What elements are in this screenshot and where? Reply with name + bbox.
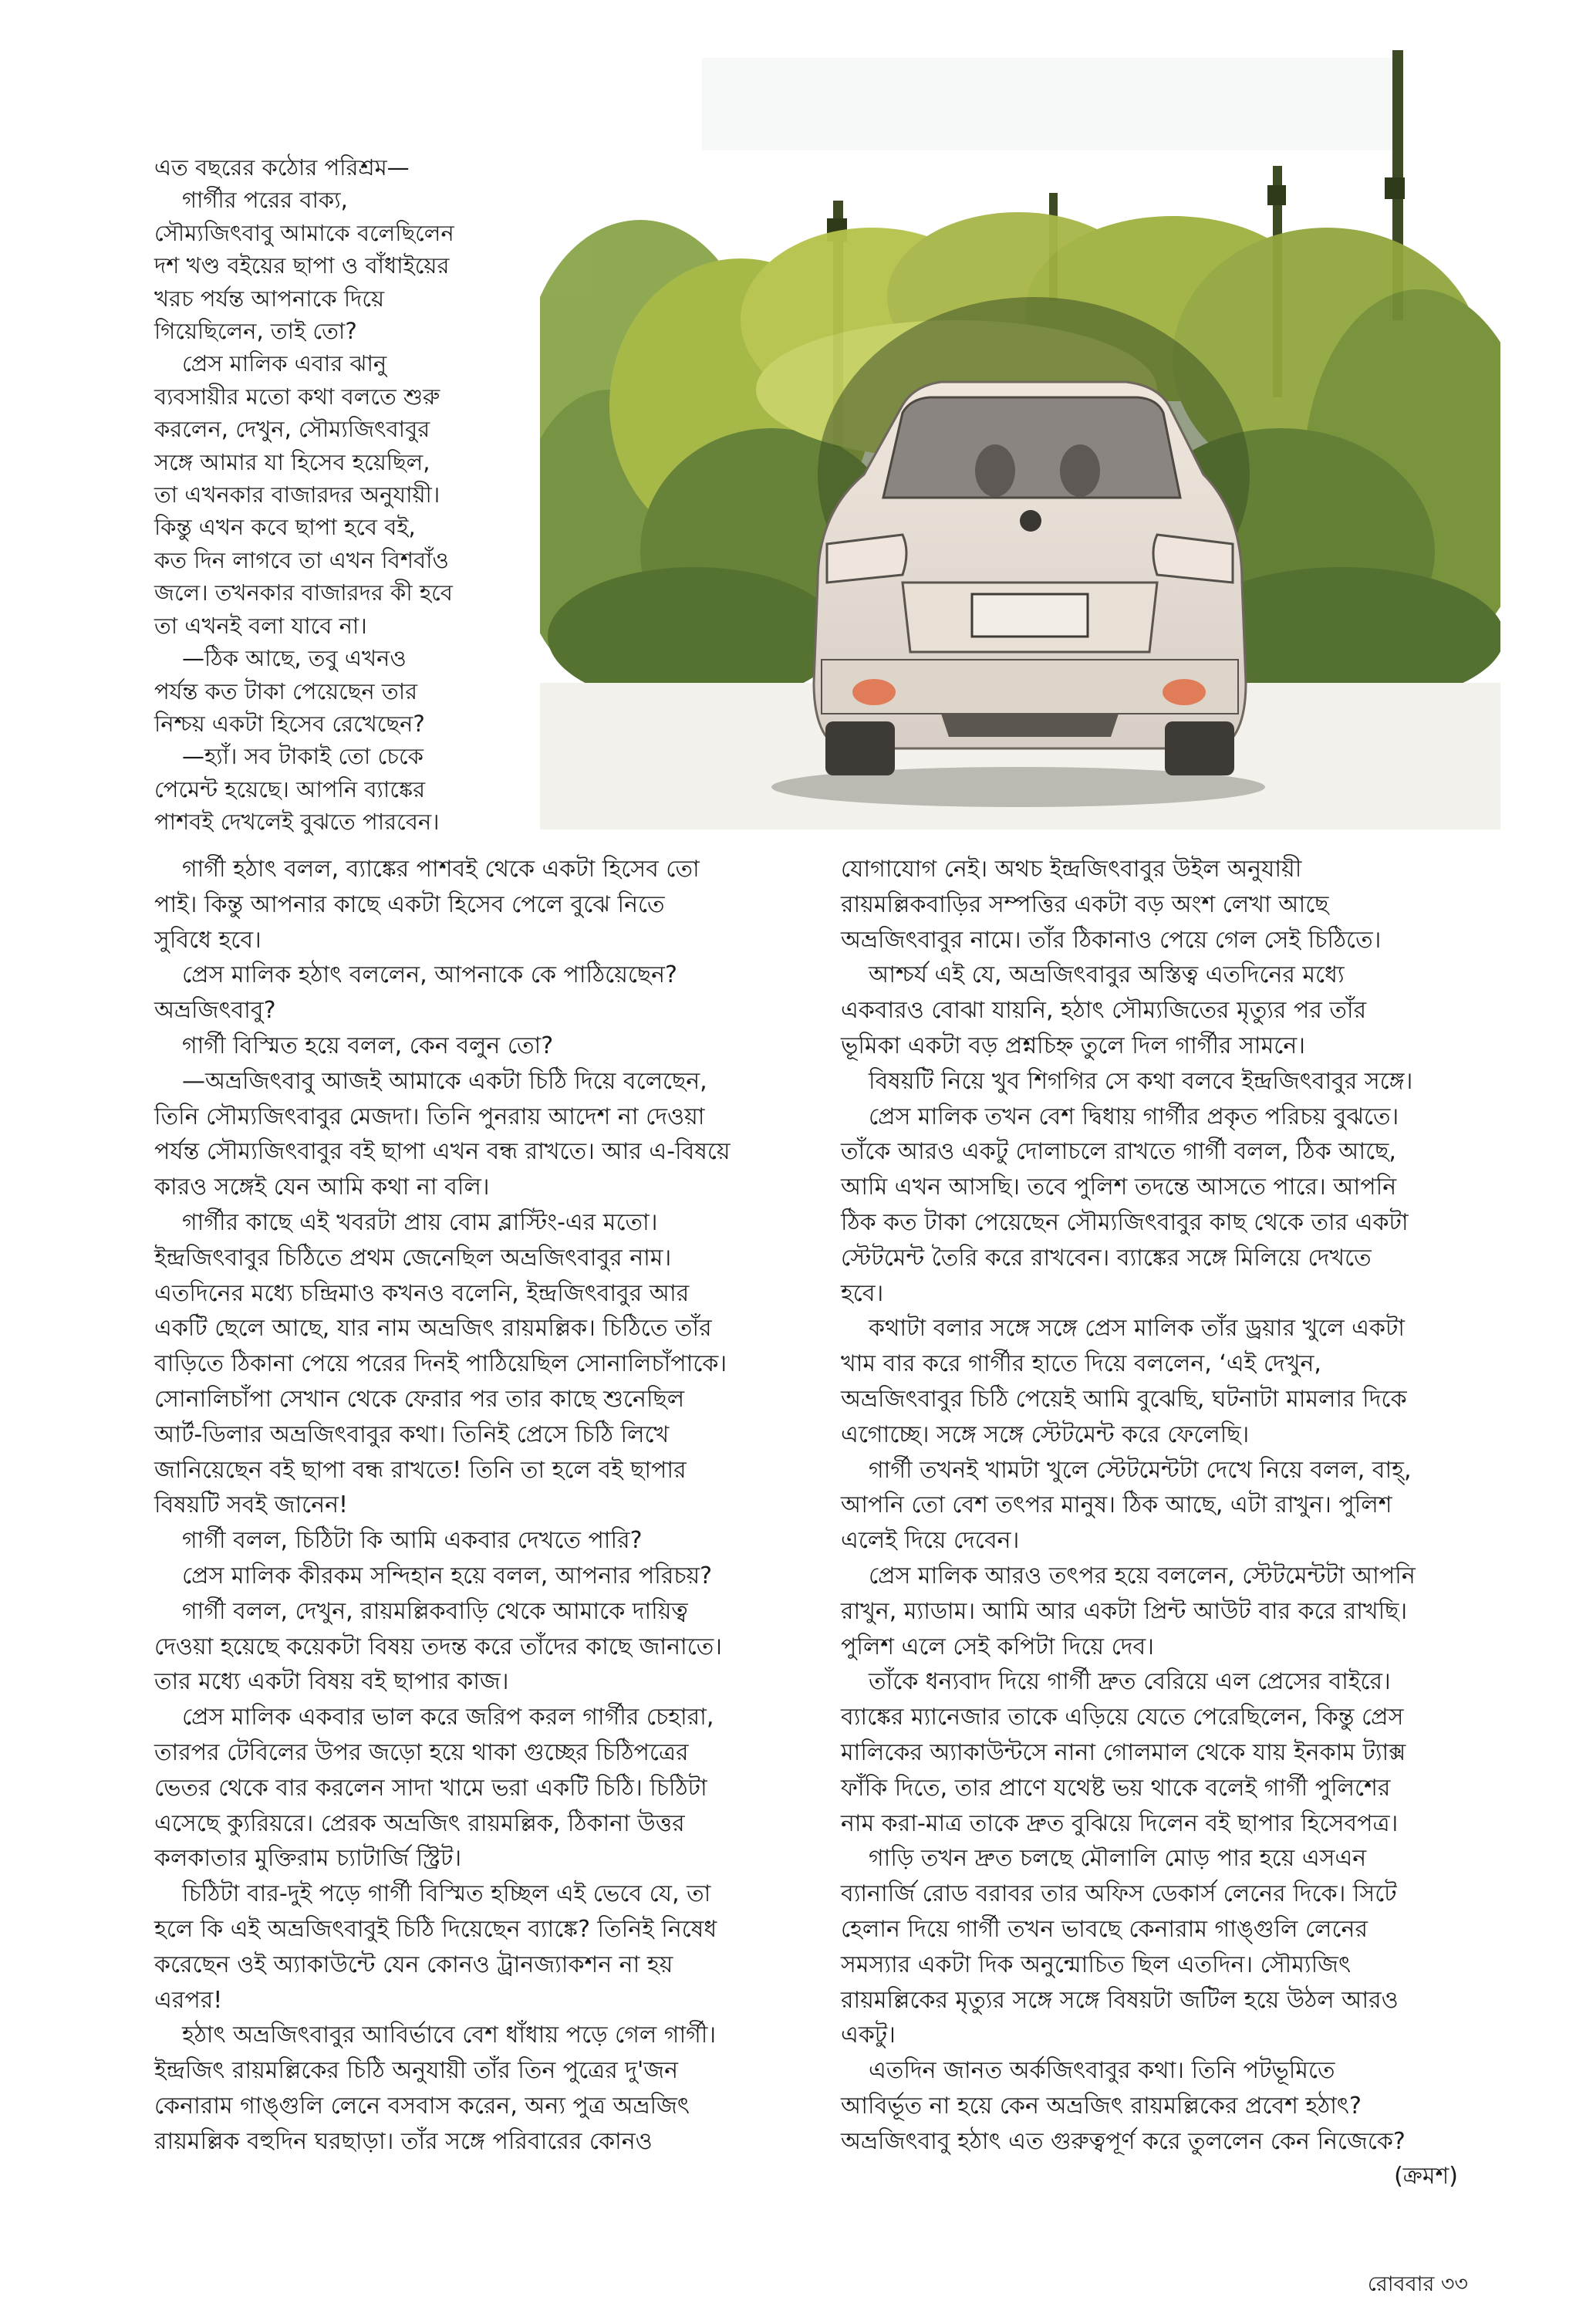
left-column-line: তারপর টেবিলের উপর জড়ো হয়ে থাকা গুচ্ছের চিঠিপত্রের xyxy=(154,1738,689,1766)
right-column-line: ভূমিকা একটা বড় প্রশ্নচিহ্ন তুলে দিল গার্গীর সামনে। xyxy=(841,1032,1305,1059)
upper-column-line: কত দিন লাগবে তা এখন বিশবাঁও xyxy=(154,546,449,573)
right-column-line: কথাটা বলার সঙ্গে সঙ্গে প্রেস মালিক তাঁর ড্রয়ার খুলে একটা xyxy=(869,1315,1405,1343)
upper-column-line: জলে। তখনকার বাজারদর কী হবে xyxy=(154,579,453,606)
right-column-line: এতদিন জানত অর্কজিৎবাবুর কথা। তিনি পটভূমিতে xyxy=(869,2057,1335,2085)
car-illustration xyxy=(540,42,1500,829)
upper-column-line: পর্যন্ত কত টাকা পেয়েছেন তার xyxy=(154,677,418,704)
right-column-line: আপনি তো বেশ তৎপর মানুষ। ঠিক আছে, এটা রাখুন। পুলিশ xyxy=(841,1491,1392,1519)
upper-column-line: কিন্তু এখন কবে ছাপা হবে বই, xyxy=(154,514,416,541)
right-column-line: হেলান দিয়ে গার্গী তখন ভাবছে কেনারাম গাঙ্গুলি লেনের xyxy=(841,1915,1368,1943)
right-column-line: রায়মল্লিকবাড়ির সম্পত্তির একটা বড় অংশ লেখা আছে xyxy=(841,890,1329,918)
right-column-line: ব্যানার্জি রোড বরাবর তার অফিস ডেকার্স লেনের দিকে। সিটে xyxy=(841,1880,1397,1908)
left-column-line: এতদিনের মধ্যে চন্দ্রিমাও কখনও বলেনি, ইন্দ্রজিৎবাবুর আর xyxy=(154,1279,690,1307)
right-column-line: পুলিশ এলে সেই কপিটা দিয়ে দেব। xyxy=(841,1633,1154,1660)
left-column-line: জানিয়েছেন বই ছাপা বন্ধ রাখতে! তিনি তা হলে বই ছাপার xyxy=(154,1456,687,1484)
right-column-line: প্রেস মালিক তখন বেশ দ্বিধায় গার্গীর প্রকৃত পরিচয় বুঝতে। xyxy=(869,1103,1399,1130)
left-column-line: কলকাতার মুক্তিরাম চ্যাটার্জি স্ট্রিট। xyxy=(154,1845,462,1873)
left-column-line: বাড়িতে ঠিকানা পেয়ে পরের দিনই পাঠিয়েছিল সোনালিচাঁপাকে। xyxy=(154,1350,727,1378)
right-column-line: সমস্যার একটা দিক অনুন্মোচিত ছিল এতদিন। সৌম্যজিৎ xyxy=(841,1951,1352,1978)
left-column-line: কারও সঙ্গেই যেন আমি কথা না বলি। xyxy=(154,1174,490,1201)
left-column-line: প্রেস মালিক হঠাৎ বললেন, আপনাকে কে পাঠিয়েছেন? xyxy=(182,961,677,989)
left-column-line: তিনি সৌম্যজিৎবাবুর মেজদা। তিনি পুনরায় আদেশ না দেওয়া xyxy=(154,1103,705,1130)
upper-column-line: করলেন, দেখুন, সৌম্যজিৎবাবুর xyxy=(154,416,430,443)
right-column-line: আমি এখন আসছি। তবে পুলিশ তদন্তে আসতে পারে। আপনি xyxy=(841,1174,1397,1201)
left-column-line: হঠাৎ অভ্রজিৎবাবুর আবির্ভাবে বেশ ধাঁধায় পড়ে গেল গার্গী। xyxy=(182,2022,717,2049)
left-column-line: অভ্রজিৎবাবু? xyxy=(154,997,276,1025)
left-column-line: করেছেন ওই অ্যাকাউন্টে যেন কোনও ট্রানজ্যাকশন না হয় xyxy=(154,1951,673,1978)
upper-column-line: গার্গীর পরের বাক্য, xyxy=(182,187,348,214)
right-column-line: এলেই দিয়ে দেবেন। xyxy=(841,1527,1020,1555)
right-column-line: স্টেটমেন্ট তৈরি করে রাখবেন। ব্যাঙ্কের সঙ্গে মিলিয়ে দেখতে xyxy=(841,1244,1372,1272)
left-column-line: পর্যন্ত সৌম্যজিৎবাবুর বই ছাপা এখন বন্ধ রাখতে। আর এ-বিষয়ে xyxy=(154,1138,731,1166)
right-column-line: প্রেস মালিক আরও তৎপর হয়ে বললেন, স্টেটমেন্টটা আপনি xyxy=(869,1562,1416,1589)
right-column-line: আবির্ভূত না হয়ে কেন অভ্রজিৎ রায়মল্লিকের প্রবেশ হঠাৎ? xyxy=(841,2092,1362,2120)
right-column-line: তাঁকে ধন্যবাদ দিয়ে গার্গী দ্রুত বেরিয়ে এল প্রেসের বাইরে। xyxy=(869,1668,1391,1696)
upper-column-line: সঙ্গে আমার যা হিসেব হয়েছিল, xyxy=(154,448,430,475)
right-column-line: অভ্রজিৎবাবুর চিঠি পেয়েই আমি বুঝেছি, ঘটনাটা মামলার দিকে xyxy=(841,1385,1407,1413)
right-column-line: খাম বার করে গার্গীর হাতে দিয়ে বললেন, ‘এই দেখুন, xyxy=(841,1350,1321,1378)
left-column-line: —অভ্রজিৎবাবু আজই আমাকে একটা চিঠি দিয়ে বলেছেন, xyxy=(182,1067,707,1095)
upper-column-line: —হ্যাঁ। সব টাকাই তো চেকে xyxy=(182,743,424,770)
left-column-line: গার্গী বলল, দেখুন, রায়মল্লিকবাড়ি থেকে আমাকে দায়িত্ব xyxy=(182,1597,688,1625)
upper-column-line: খরচ পর্যন্ত আপনাকে দিয়ে xyxy=(154,285,385,312)
left-column-line: হলে কি এই অভ্রজিৎবাবুই চিঠি দিয়েছেন ব্যাঙ্কে? তিনিই নিষেধ xyxy=(154,1915,717,1943)
upper-column-line: প্রেস মালিক এবার ঝানু xyxy=(182,350,387,377)
right-column-line: যোগাযোগ নেই। অথচ ইন্দ্রজিৎবাবুর উইল অনুযায়ী xyxy=(841,856,1302,883)
left-column-line: গার্গীর কাছে এই খবরটা প্রায় বোম ব্লাস্টিং-এর মতো। xyxy=(182,1208,658,1236)
left-column-line: তার মধ্যে একটা বিষয় বই ছাপার কাজ। xyxy=(154,1668,509,1696)
left-column-line: দেওয়া হয়েছে কয়েকটা বিষয় তদন্ত করে তাঁদের কাছে জানাতে। xyxy=(154,1633,723,1660)
right-column-line: একবারও বোঝা যায়নি, হঠাৎ সৌম্যজিতের মৃত্যুর পর তাঁর xyxy=(841,997,1367,1025)
left-column-line: ইন্দ্রজিৎ রায়মল্লিকের চিঠি অনুযায়ী তাঁর তিন পুত্রের দু'জন xyxy=(154,2057,679,2085)
right-column-line: ফাঁকি দিতে, তার প্রাণে যথেষ্ট ভয় থাকে বলেই গার্গী পুলিশের xyxy=(841,1774,1391,1802)
text-column-left xyxy=(154,852,795,2159)
text-column-upper-left xyxy=(154,151,532,839)
left-column-line: বিষয়টি সবই জানেন! xyxy=(154,1491,349,1519)
upper-column-line: ব্যবসায়ীর মতো কথা বলতে শুরু xyxy=(154,383,440,410)
left-column-line: এরপর! xyxy=(154,1986,223,2014)
upper-column-line: পেমেন্ট হয়েছে। আপনি ব্যাঙ্কের xyxy=(154,775,426,802)
left-column-line: ইন্দ্রজিৎবাবুর চিঠিতে প্রথম জেনেছিল অভ্রজিৎবাবুর নাম। xyxy=(154,1244,672,1272)
right-column-line: অভ্রজিৎবাবুর নামে। তাঁর ঠিকানাও পেয়ে গেল সেই চিঠিতে। xyxy=(841,926,1382,954)
upper-column-line: —ঠিক আছে, তবু এখনও xyxy=(182,645,407,672)
left-column-line: সোনালিচাঁপা সেখান থেকে ফেরার পর তার কাছে শুনেছিল xyxy=(154,1385,685,1413)
left-column-line: পাই। কিন্তু আপনার কাছে একটা হিসেব পেলে বুঝে নিতে xyxy=(154,890,665,918)
right-column-line: রায়মল্লিকের মৃত্যুর সঙ্গে সঙ্গে বিষয়টা জটিল হয়ে উঠল আরও xyxy=(841,1986,1399,2014)
continued-marker: (ক্রমশ) xyxy=(1394,2163,1458,2191)
upper-column-line: তা এখনই বলা যাবে না। xyxy=(154,612,367,639)
left-column-line: সুবিধে হবে। xyxy=(154,926,262,954)
left-column-line: কেনারাম গাঙ্গুলি লেনে বসবাস করেন, অন্য পুত্র অভ্রজিৎ xyxy=(154,2092,690,2120)
right-column-line: নাম করা-মাত্র তাকে দ্রুত বুঝিয়ে দিলেন বই ছাপার হিসেবপত্র। xyxy=(841,1809,1399,1837)
left-column-line: প্রেস মালিক একবার ভাল করে জরিপ করল গার্গীর চেহারা, xyxy=(182,1704,714,1731)
upper-column-line: গিয়েছিলেন, তাই তো? xyxy=(154,318,357,345)
right-column-line: গাড়ি তখন দ্রুত চলছে মৌলালি মোড় পার হয়ে এসএন xyxy=(869,1845,1367,1873)
upper-column-line: সৌম্যজিৎবাবু আমাকে বলেছিলেন xyxy=(154,219,454,246)
page-folio: রোববার ৩৩ xyxy=(1367,2272,1468,2296)
right-column-line: একটু। xyxy=(841,2022,896,2049)
left-column-line: চিঠিটা বার-দুই পড়ে গার্গী বিস্মিত হচ্ছিল এই ভেবে যে, তা xyxy=(182,1880,711,1908)
right-column-line: তাঁকে আরও একটু দোলাচলে রাখতে গার্গী বলল, ঠিক আছে, xyxy=(841,1138,1396,1166)
left-column-line: একটি ছেলে আছে, যার নাম অভ্রজিৎ রায়মল্লিক। চিঠিতে তাঁর xyxy=(154,1315,712,1343)
left-column-line: রায়মল্লিক বহুদিন ঘরছাড়া। তাঁর সঙ্গে পরিবারের কোনও xyxy=(154,2127,653,2155)
right-column-line: মালিকের অ্যাকাউন্টসে নানা গোলমাল থেকে যায় ইনকাম ট্যাক্স xyxy=(841,1738,1406,1766)
right-column-line: হবে। xyxy=(841,1279,884,1307)
left-column-line: এসেছে ক্যুরিয়রে। প্রেরক অভ্রজিৎ রায়মল্লিক, ঠিকানা উত্তর xyxy=(154,1809,685,1837)
upper-column-line: তা এখনকার বাজারদর অনুযায়ী। xyxy=(154,481,440,508)
right-column-line: গার্গী তখনই খামটা খুলে স্টেটমেন্টটা দেখে নিয়ে বলল, বাহ্‌, xyxy=(869,1456,1412,1484)
left-column-line: আর্ট-ডিলার অভ্রজিৎবাবুর কথা। তিনিই প্রেসে চিঠি লিখে xyxy=(154,1420,670,1448)
text-column-right xyxy=(841,852,1458,2194)
left-column-line: ভেতর থেকে বার করলেন সাদা খামে ভরা একটি চিঠি। চিঠিটা xyxy=(154,1774,707,1802)
upper-column-line: নিশ্চয় একটা হিসেব রেখেছেন? xyxy=(154,710,425,737)
right-column-line: ঠিক কত টাকা পেয়েছেন সৌম্যজিৎবাবুর কাছ থেকে তার একটা xyxy=(841,1208,1409,1236)
left-column-line: প্রেস মালিক কীরকম সন্দিহান হয়ে বলল, আপনার পরিচয়? xyxy=(182,1562,713,1589)
right-column-line: রাখুন, ম্যাডাম। আমি আর একটা প্রিন্ট আউট বার করে রাখছি। xyxy=(841,1597,1408,1625)
right-column-line: অভ্রজিৎবাবু হঠাৎ এত গুরুত্বপূর্ণ করে তুললেন কেন নিজেকে? xyxy=(841,2127,1406,2155)
left-column-line: গার্গী বিস্মিত হয়ে বলল, কেন বলুন তো? xyxy=(182,1032,554,1059)
upper-column-line: দশ খণ্ড বইয়ের ছাপা ও বাঁধাইয়ের xyxy=(154,252,450,279)
right-column-line: এগোচ্ছে। সঙ্গে সঙ্গে স্টেটমেন্ট করে ফেলেছি। xyxy=(841,1420,1250,1448)
upper-column-line: এত বছরের কঠোর পরিশ্রম— xyxy=(154,154,410,181)
left-column-line: গার্গী হঠাৎ বলল, ব্যাঙ্কের পাশবই থেকে একটা হিসেব তো xyxy=(182,856,700,883)
right-column-line: বিষয়টি নিয়ে খুব শিগগির সে কথা বলবে ইন্দ্রজিৎবাবুর সঙ্গে। xyxy=(869,1067,1413,1095)
left-column-line: গার্গী বলল, চিঠিটা কি আমি একবার দেখতে পারি? xyxy=(182,1527,643,1555)
right-column-line: আশ্চর্য এই যে, অভ্রজিৎবাবুর অস্তিত্ব এতদিনের মধ্যে xyxy=(869,961,1345,989)
upper-column-line: পাশবই দেখলেই বুঝতে পারবেন। xyxy=(154,809,440,836)
right-column-line: ব্যাঙ্কের ম্যানেজার তাকে এড়িয়ে যেতে পেরেছিলেন, কিন্তু প্রেস xyxy=(841,1704,1404,1731)
